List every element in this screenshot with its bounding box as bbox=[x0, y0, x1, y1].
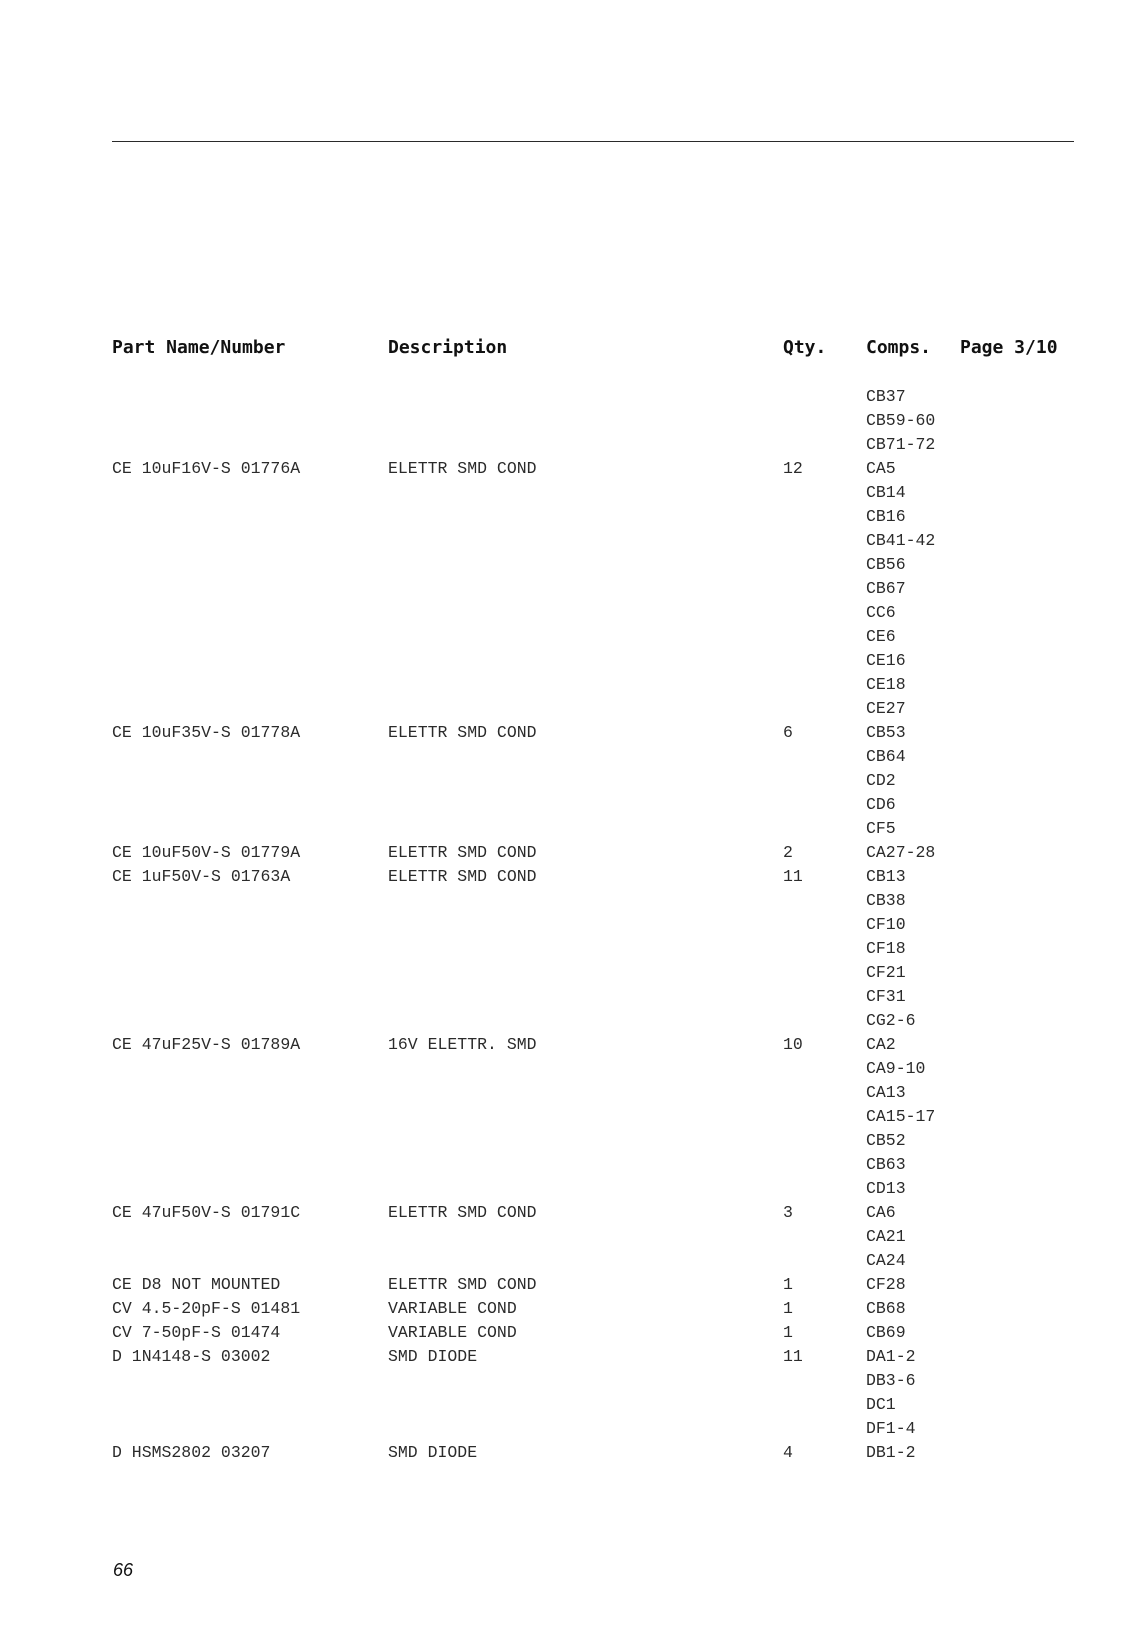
component-ref-cell: CB67 bbox=[866, 579, 906, 598]
table-row bbox=[0, 433, 1127, 457]
description-cell: 16V ELETTR. SMD bbox=[388, 1035, 537, 1054]
component-ref-cell: CB59-60 bbox=[866, 411, 936, 430]
description-cell: ELETTR SMD COND bbox=[388, 867, 537, 886]
component-ref-cell: CD6 bbox=[866, 795, 896, 814]
part-number-cell: CE 1uF50V-S 01763A bbox=[112, 867, 291, 886]
component-ref-cell: CA9-10 bbox=[866, 1059, 926, 1078]
table-row bbox=[0, 985, 1127, 1009]
component-ref-cell: CB71-72 bbox=[866, 435, 936, 454]
part-number-cell: CE 10uF35V-S 01778A bbox=[112, 723, 301, 742]
quantity-cell: 10 bbox=[783, 1035, 803, 1054]
table-row bbox=[0, 1273, 1127, 1297]
column-header-part: Part Name/Number bbox=[112, 337, 286, 358]
component-ref-cell: DA1-2 bbox=[866, 1347, 916, 1366]
table-row bbox=[0, 1129, 1127, 1153]
part-number-cell: CE 47uF50V-S 01791C bbox=[112, 1203, 301, 1222]
table-row bbox=[0, 481, 1127, 505]
component-ref-cell: CB13 bbox=[866, 867, 906, 886]
description-cell: ELETTR SMD COND bbox=[388, 723, 537, 742]
part-number-cell: D HSMS2802 03207 bbox=[112, 1443, 271, 1462]
table-row bbox=[0, 913, 1127, 937]
table-row bbox=[0, 769, 1127, 793]
component-ref-cell: CF5 bbox=[866, 819, 896, 838]
description-cell: VARIABLE COND bbox=[388, 1323, 517, 1342]
quantity-cell: 1 bbox=[783, 1323, 793, 1342]
table-row bbox=[0, 1009, 1127, 1033]
page-indicator: Page 3/10 bbox=[960, 337, 1058, 358]
description-cell: ELETTR SMD COND bbox=[388, 1203, 537, 1222]
component-ref-cell: CB38 bbox=[866, 891, 906, 910]
table-row bbox=[0, 1081, 1127, 1105]
quantity-cell: 3 bbox=[783, 1203, 793, 1222]
component-ref-cell: CB56 bbox=[866, 555, 906, 574]
table-row bbox=[0, 793, 1127, 817]
component-ref-cell: CE16 bbox=[866, 651, 906, 670]
table-row bbox=[0, 1393, 1127, 1417]
component-ref-cell: CB69 bbox=[866, 1323, 906, 1342]
component-ref-cell: CB63 bbox=[866, 1155, 906, 1174]
quantity-cell: 1 bbox=[783, 1275, 793, 1294]
table-row bbox=[0, 1321, 1127, 1345]
component-ref-cell: CA24 bbox=[866, 1251, 906, 1270]
table-row bbox=[0, 889, 1127, 913]
part-number-cell: CE 10uF50V-S 01779A bbox=[112, 843, 301, 862]
component-ref-cell: CA21 bbox=[866, 1227, 906, 1246]
quantity-cell: 12 bbox=[783, 459, 803, 478]
component-ref-cell: CA2 bbox=[866, 1035, 896, 1054]
component-ref-cell: DF1-4 bbox=[866, 1419, 916, 1438]
quantity-cell: 6 bbox=[783, 723, 793, 742]
component-ref-cell: CF31 bbox=[866, 987, 906, 1006]
description-cell: ELETTR SMD COND bbox=[388, 843, 537, 862]
description-cell: VARIABLE COND bbox=[388, 1299, 517, 1318]
table-row bbox=[0, 745, 1127, 769]
component-ref-cell: CB41-42 bbox=[866, 531, 936, 550]
column-header-comps: Comps. bbox=[866, 337, 932, 358]
table-row bbox=[0, 529, 1127, 553]
component-ref-cell: CB53 bbox=[866, 723, 906, 742]
table-row bbox=[0, 601, 1127, 625]
component-ref-cell: CE6 bbox=[866, 627, 896, 646]
table-row bbox=[0, 385, 1127, 409]
component-ref-cell: CF21 bbox=[866, 963, 906, 982]
table-row bbox=[0, 1033, 1127, 1057]
quantity-cell: 11 bbox=[783, 867, 803, 886]
table-row bbox=[0, 721, 1127, 745]
component-ref-cell: CD13 bbox=[866, 1179, 906, 1198]
table-row bbox=[0, 505, 1127, 529]
component-ref-cell: CB14 bbox=[866, 483, 906, 502]
table-row bbox=[0, 577, 1127, 601]
table-row bbox=[0, 937, 1127, 961]
table-row bbox=[0, 649, 1127, 673]
component-ref-cell: DC1 bbox=[866, 1395, 896, 1414]
table-row bbox=[0, 1297, 1127, 1321]
parts-table bbox=[0, 385, 1127, 1465]
part-number-cell: CE 10uF16V-S 01776A bbox=[112, 459, 301, 478]
description-cell: ELETTR SMD COND bbox=[388, 459, 537, 478]
part-number-cell: CV 7-50pF-S 01474 bbox=[112, 1323, 281, 1342]
component-ref-cell: CA6 bbox=[866, 1203, 896, 1222]
component-ref-cell: CC6 bbox=[866, 603, 896, 622]
page-number: 66 bbox=[113, 1560, 134, 1580]
component-ref-cell: CE27 bbox=[866, 699, 906, 718]
component-ref-cell: CB52 bbox=[866, 1131, 906, 1150]
table-row bbox=[0, 457, 1127, 481]
table-row bbox=[0, 817, 1127, 841]
table-row bbox=[0, 1201, 1127, 1225]
component-ref-cell: CB37 bbox=[866, 387, 906, 406]
table-row bbox=[0, 1369, 1127, 1393]
component-ref-cell: CF18 bbox=[866, 939, 906, 958]
table-row bbox=[0, 865, 1127, 889]
table-row bbox=[0, 697, 1127, 721]
table-row bbox=[0, 1249, 1127, 1273]
quantity-cell: 4 bbox=[783, 1443, 793, 1462]
component-ref-cell: CA27-28 bbox=[866, 843, 936, 862]
header-rule bbox=[112, 141, 1074, 142]
part-number-cell: CE D8 NOT MOUNTED bbox=[112, 1275, 281, 1294]
part-number-cell: D 1N4148-S 03002 bbox=[112, 1347, 271, 1366]
component-ref-cell: DB1-2 bbox=[866, 1443, 916, 1462]
component-ref-cell: CB64 bbox=[866, 747, 906, 766]
table-row bbox=[0, 1225, 1127, 1249]
component-ref-cell: CF10 bbox=[866, 915, 906, 934]
component-ref-cell: CA15-17 bbox=[866, 1107, 936, 1126]
table-row bbox=[0, 673, 1127, 697]
description-cell: ELETTR SMD COND bbox=[388, 1275, 537, 1294]
table-row bbox=[0, 1105, 1127, 1129]
quantity-cell: 2 bbox=[783, 843, 793, 862]
table-row bbox=[0, 1057, 1127, 1081]
table-row bbox=[0, 1417, 1127, 1441]
table-row bbox=[0, 625, 1127, 649]
description-cell: SMD DIODE bbox=[388, 1347, 478, 1366]
component-ref-cell: DB3-6 bbox=[866, 1371, 916, 1390]
table-row bbox=[0, 409, 1127, 433]
component-ref-cell: CA13 bbox=[866, 1083, 906, 1102]
description-cell: SMD DIODE bbox=[388, 1443, 478, 1462]
table-row bbox=[0, 1177, 1127, 1201]
column-header-description: Description bbox=[388, 337, 508, 358]
quantity-cell: 11 bbox=[783, 1347, 803, 1366]
component-ref-cell: CD2 bbox=[866, 771, 896, 790]
component-ref-cell: CB68 bbox=[866, 1299, 906, 1318]
component-ref-cell: CA5 bbox=[866, 459, 896, 478]
table-row bbox=[0, 1153, 1127, 1177]
part-number-cell: CV 4.5-20pF-S 01481 bbox=[112, 1299, 301, 1318]
column-header-qty: Qty. bbox=[783, 337, 827, 358]
table-row bbox=[0, 1441, 1127, 1465]
component-ref-cell: CF28 bbox=[866, 1275, 906, 1294]
quantity-cell: 1 bbox=[783, 1299, 793, 1318]
part-number-cell: CE 47uF25V-S 01789A bbox=[112, 1035, 301, 1054]
table-row bbox=[0, 961, 1127, 985]
table-row bbox=[0, 1345, 1127, 1369]
component-ref-cell: CE18 bbox=[866, 675, 906, 694]
table-row bbox=[0, 553, 1127, 577]
table-row bbox=[0, 841, 1127, 865]
component-ref-cell: CG2-6 bbox=[866, 1011, 916, 1030]
component-ref-cell: CB16 bbox=[866, 507, 906, 526]
